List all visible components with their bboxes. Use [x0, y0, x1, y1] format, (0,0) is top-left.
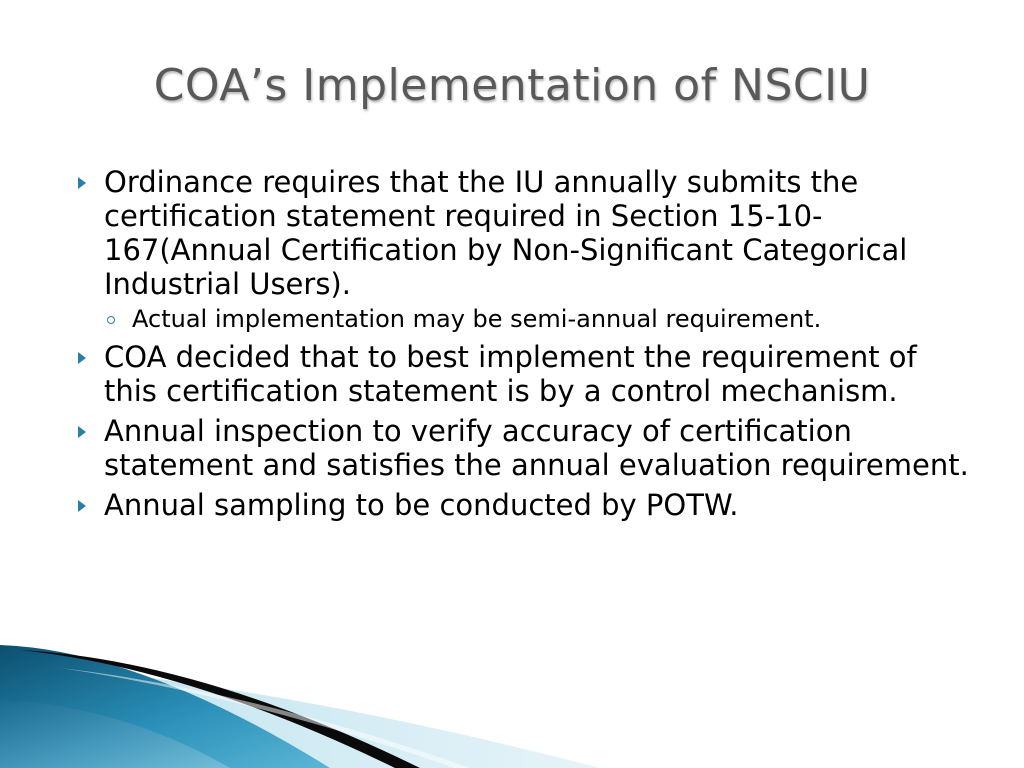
bullet-item	[72, 340, 972, 408]
bullet-text: Annual sampling to be conducted by POTW.	[104, 488, 739, 522]
bullet-item	[72, 488, 972, 522]
sub-bullet-text: Actual implementation may be semi-annual requirement.	[132, 305, 822, 333]
triangle-bullet-icon	[78, 177, 86, 189]
bullet-item	[72, 414, 972, 482]
triangle-bullet-icon	[78, 426, 86, 438]
circle-bullet-icon	[107, 316, 115, 324]
bullet-item	[72, 165, 972, 301]
triangle-bullet-icon	[78, 500, 86, 512]
slide-title: COA’s Implementation of NSCIU	[153, 60, 871, 111]
slide-body	[72, 165, 972, 528]
bullet-text: COA decided that to best implement the requirement of this certification statement is by a control mechanism.	[104, 340, 917, 408]
triangle-bullet-icon	[78, 352, 86, 364]
sub-bullet-item	[72, 305, 972, 334]
bullet-text: Annual inspection to verify accuracy of certification statement and satisfies the annual evaluation requirement.	[104, 414, 969, 482]
bullet-text: Ordinance requires that the IU annually submits the certification statement required in Section 15-10-167(Annual Certification by Non-Significant Categorical Industrial Users).	[104, 165, 908, 301]
